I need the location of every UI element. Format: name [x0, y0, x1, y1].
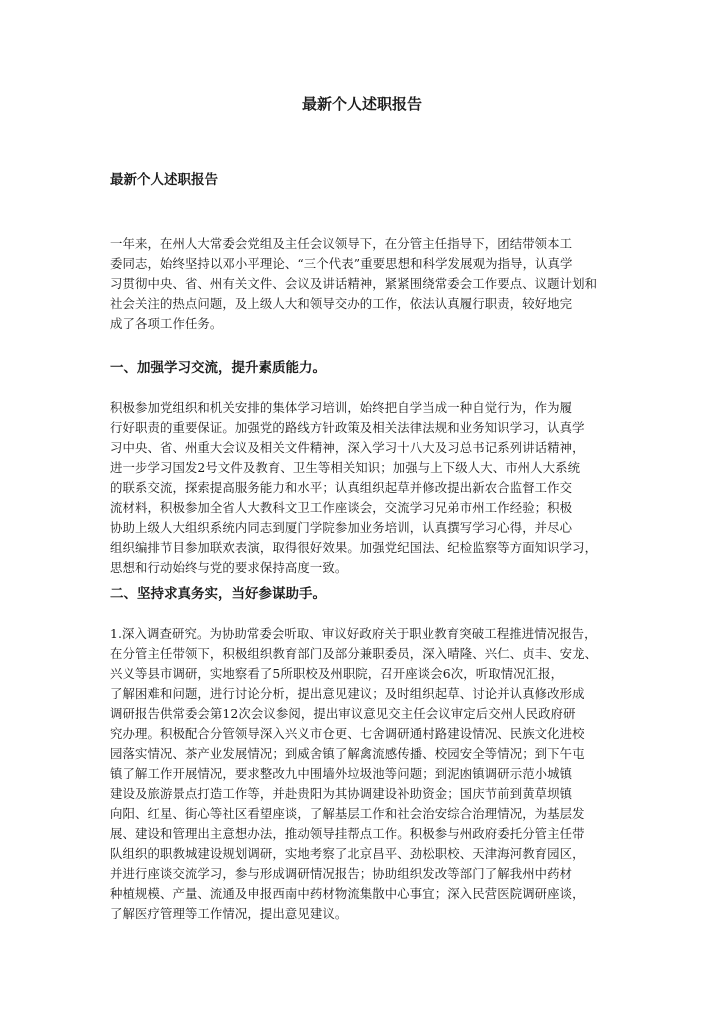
text-line: 镇了解工作开展情况，要求整改九中围墙外垃圾池等问题；到泥凼镇调研示范小城镇 [110, 766, 573, 781]
text-line: 积极参加党组织和机关安排的集体学习培训，始终把自学当成一种自觉行为，作为履 [110, 400, 573, 415]
text-line: 社会关注的热点问题，及上级人大和领导交办的工作，依法认真履行职责，较好地完 [110, 296, 573, 311]
text-line: 在分管主任带领下，积极组织教育部门及部分兼职委员，深入晴隆、兴仁、贞丰、安龙、 [110, 646, 598, 661]
text-line: 行好职责的重要保证。加强党的路线方针政策及相关法律法规和业务知识学习，认真学 [110, 420, 585, 435]
text-line: 的联系交流，探索提高服务能力和水平；认真组织起草并修改提出新农合监督工作交 [110, 480, 573, 495]
text-line: 组织编排节目参加联欢表演，取得很好效果。加强党纪国法、纪检监察等方面知识学习， [110, 540, 598, 555]
section-1-paragraph [110, 398, 630, 578]
text-line: 委同志，始终坚持以邓小平理论、“三个代表”重要思想和科学发展观为指导，认真学 [110, 256, 573, 271]
text-line: 园落实情况、茶产业发展情况；到威舍镇了解禽流感传播、校园安全等情况；到下午屯 [110, 746, 585, 761]
section-2-paragraph [110, 624, 630, 924]
text-line: 进一步学习国发2号文件及教育、卫生等相关知识；加强与上下级人大、市州人大系统 [110, 460, 581, 475]
text-line: 了解困难和问题，进行讨论分析，提出意见建议；及时组织起草、讨论并认真修改形成 [110, 686, 585, 701]
text-line: 并进行座谈交流学习，参与形成调研情况报告；协助组织发改等部门了解我州中药材 [110, 866, 573, 881]
text-line: 究办理。积极配合分管领导深入兴义市仓更、七舍调研通村路建设情况、民族文化进校 [110, 726, 585, 741]
section-2-heading: 二、坚持求真务实，当好参谋助手。 [110, 586, 326, 602]
text-line: 一年来，在州人大常委会党组及主任会议领导下，在分管主任指导下，团结带领本工 [110, 236, 573, 251]
text-line: 建设及旅游景点打造工作等，并赴贵阳为其协调建设补助资金；国庆节前到黄草坝镇 [110, 786, 573, 801]
text-line: 向阳、红星、街心等社区看望座谈，了解基层工作和社会治安综合治理情况，为基层发 [110, 806, 585, 821]
text-line: 1.深入调查研究。为协助常委会听取、审议好政府关于职业教育突破工程推进情况报告， [110, 626, 597, 641]
text-line: 协助上级人大组织系统内同志到厦门学院参加业务培训，认真撰写学习心得，并尽心 [110, 520, 573, 535]
document-title: 最新个人述职报告 [301, 95, 422, 113]
intro-paragraph [110, 234, 630, 334]
document-subtitle: 最新个人述职报告 [110, 172, 218, 188]
text-line: 兴义等县市调研，实地察看了5所职校及州职院，召开座谈会6次，听取情况汇报， [110, 666, 564, 681]
text-line: 习中央、省、州重大会议及相关文件精神，深入学习十八大及习总书记系列讲话精神， [110, 440, 585, 455]
text-line: 思想和行动始终与党的要求保持高度一致。 [110, 560, 348, 575]
section-1-heading: 一、加强学习交流，提升素质能力。 [110, 360, 326, 376]
text-line: 队组织的职教城建设规划调研，实地考察了北京昌平、劲松职校、天津海河教育园区， [110, 846, 585, 861]
text-line: 习贯彻中央、省、州有关文件、会议及讲话精神，紧紧围绕常委会工作要点、议题计划和 [110, 276, 598, 291]
text-line: 展、建设和管理出主意想办法，推动领导挂帮点工作。积极参与州政府委托分管主任带 [110, 826, 585, 841]
text-line: 种植规模、产量、流通及申报西南中药材物流集散中心事宜；深入民营医院调研座谈， [110, 886, 585, 901]
text-line: 成了各项工作任务。 [110, 316, 223, 331]
text-line: 流材料，积极参加全省人大教科文卫工作座谈会，交流学习兄弟市州工作经验；积极 [110, 500, 573, 515]
text-line: 了解医疗管理等工作情况，提出意见建议。 [110, 906, 348, 921]
text-line: 调研报告供常委会第12次会议参阅，提出审议意见交主任会议审定后交州人民政府研 [110, 706, 576, 721]
